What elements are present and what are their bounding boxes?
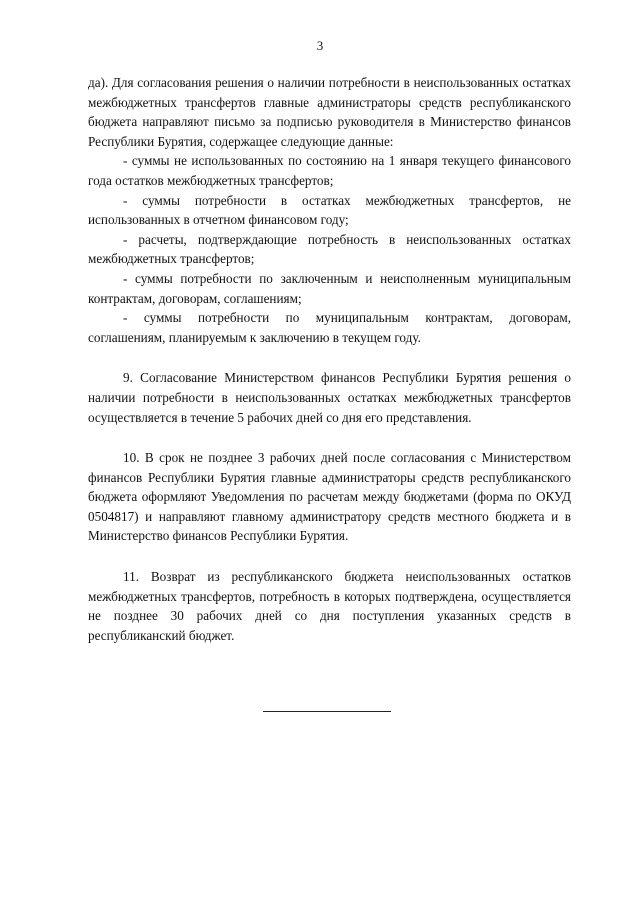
end-of-document-rule [263,711,391,712]
list-item: - суммы потребности по заключенным и неисполненным муниципальным контрактам, договорам, соглашениям; [88,270,571,306]
page-number: 3 [316,38,324,53]
paragraph-spacer [88,427,571,448]
paragraph-spacer [88,546,571,567]
clause-10: 10. В срок не позднее 3 рабочих дней после согласования с Министерством финансов Республики Бурятия главные администраторы средств республиканского бюджета оформляют Уведомления по расчетам между бюджетами (форма по ОКУД 0504817) и направляют главному администратору средств местного бюджета и в Министерство финансов Республики Бурятия. [88,450,571,544]
document-body [88,73,571,645]
list-item: - расчеты, подтверждающие потребность в неиспользованных остатках межбюджетных трансфертов; [88,231,571,267]
list-item: - суммы потребности в остатках межбюджетных трансфертов, не использованных в отчетном финансовом году; [88,192,571,228]
list-item: - суммы не использованных по состоянию на 1 января текущего финансового года остатков межбюджетных трансфертов; [88,153,571,188]
list-item: - суммы потребности по муниципальным контрактам, договорам, соглашениям, планируемым к заключению в текущем году. [88,310,571,345]
clause-11: 11. Возврат из республиканского бюджета неиспользованных остатков межбюджетных трансфертов, потребность в которых подтверждена, осуществляется не позднее 30 рабочих дней со дня поступления указанных средств в республиканский бюджет. [88,569,571,643]
paragraph-spacer [88,347,571,368]
clause-9: 9. Согласование Министерством финансов Республики Бурятия решения о наличии потребности в неиспользованных остатках межбюджетных трансфертов осуществляется в течение 5 рабочих дней со дня его представления. [88,370,571,425]
intro-paragraph: да). Для согласования решения о наличии потребности в неиспользованных остатках межбюджетных трансфертов главные администраторы средств республиканского бюджета направляют письмо за подписью руководителя в Министерство финансов Республики Бурятия, содержащее следующие данные: [88,75,571,149]
